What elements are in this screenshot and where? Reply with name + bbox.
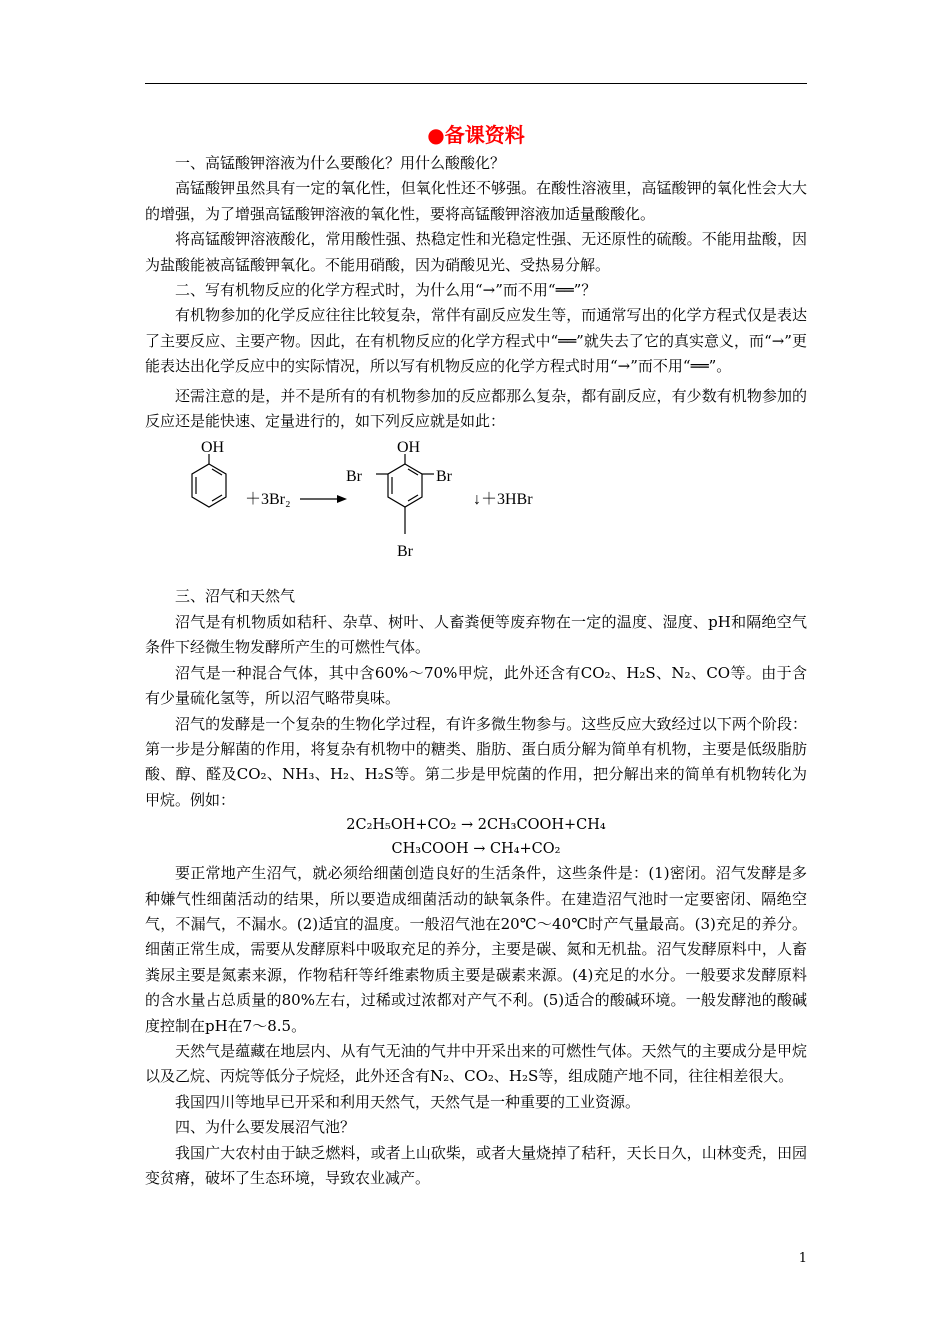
section-3-paragraph-1: 沼气是有机物质如秸秆、杂草、树叶、人畜粪便等废弃物在一定的温度、湿度、pH和隔绝空气条件下经微生物发酵所产生的可燃性气体。 [145,612,807,657]
reaction-arrowhead [337,495,347,503]
section-1-heading: 一、高锰酸钾溶液为什么要酸化？用什么酸酸化？ [175,154,506,172]
tribromophenol-structure [376,454,434,534]
document-body [145,121,807,1191]
page-number: 1 [798,1251,807,1266]
section-1-paragraph-1: 高锰酸钾虽然具有一定的氧化性，但氧化性还不够强。在酸性溶液里，高锰酸钾的氧化性会大大的增强，为了增强高锰酸钾溶液的氧化性，要将高锰酸钾溶液加适量酸酸化。 [145,179,807,223]
br-bottom-label: Br [397,543,413,561]
equation-1: 2C₂H₅OH+CO₂ → 2CH₃COOH+CH₄ [346,817,606,834]
section-3-paragraph-6: 我国四川等地早已开采和利用天然气，天然气是一种重要的工业资源。 [175,1092,641,1111]
reaction-diagram [165,434,625,584]
product-oh-label: OH [397,439,421,457]
section-2-paragraph-1: 有机物参加的化学反应往往比较复杂，常伴有副反应发生等，而通常写出的化学方程式仅是表达了主要反应、主要产物。因此，在有机物反应的化学方程式中“══”就失去了它的真实意义，而“→”更能表达出化学反应中的实际情况，所以写有机物反应的化学方程式时用“→”而不用“══”。 [145,306,807,376]
reagent-label: ＋3Br₂ [245,491,291,509]
section-3-heading: 三、沼气和天然气 [175,587,296,606]
section-3-paragraph-4: 要正常地产生沼气，就必须给细菌创造良好的生活条件，这些条件是：(1)密闭。沼气发酵是多种嫌气性细菌活动的结果，所以要造成细菌活动的缺氧条件。在建造沼气池时一定要密闭、隔绝空气，不漏气，不漏水。(2)适宜的温度。一般沼气池在20℃～40℃时产气量最高。(3)充足的养分。细菌正常生成，需要从发酵原料中吸取充足的养分，主要是碳、氮和无机盐。沼气发酵原料中，人畜粪尿主要是氮素来源，作物秸秆等纤维素物质主要是碳素来源。(4)充足的水分。一般要求发酵原料的含水量占总质量的80%左右，过稀或过浓都对产气不利。(5)适合的酸碱环境。一般发酵池的酸碱度控制在pH在7～8.5。 [145,864,807,1035]
section-3-paragraph-3: 沼气的发酵是一个复杂的生物化学过程，有许多微生物参与。这些反应大致经过以下两个阶段：第一步是分解菌的作用，将复杂有机物中的糖类、脂肪、蛋白质分解为简单有机物，主要是低级脂肪酸、醇、醛及CO₂、NH₃、H₂、H₂S等。第二步是甲烷菌的作用，把分解出来的简单有机物转化为甲烷。例如： [145,714,807,809]
product-label: ↓＋3HBr [473,491,533,509]
section-1-paragraph-2: 将高锰酸钾溶液酸化，常用酸性强、热稳定性和光稳定性强、无还原性的硫酸。不能用盐酸，因为盐酸能被高锰酸钾氧化。不能用硝酸，因为硝酸见光、受热易分解。 [145,230,807,274]
section-4-heading: 四、为什么要发展沼气池？ [175,1118,356,1137]
phenol-structure [192,454,226,507]
bromination-reaction-figure [145,434,807,584]
equation-2: CH₃COOH → CH₄+CO₂ [391,841,561,858]
section-4-paragraph-1: 我国广大农村由于缺乏燃料，或者上山砍柴，或者大量烧掉了秸秆，天长日久，山林变秃，田园变贫瘠，破坏了生态环境，导致农业减产。 [145,1143,807,1187]
section-2-paragraph-2: 还需注意的是，并不是所有的有机物参加的反应都那么复杂，都有副反应，有少数有机物参加的反应还是能快速、定量进行的，如下列反应就是如此： [145,386,807,431]
header-rule [145,83,807,84]
document-title: ●备课资料 [427,123,525,147]
br-right-label: Br [436,468,452,486]
section-3-paragraph-2: 沼气是一种混合气体，其中含60%～70%甲烷，此外还含有CO₂、H₂S、N₂、CO等。由于含有少量硫化氢等，所以沼气略带臭味。 [145,663,807,708]
br-left-label: Br [346,468,362,486]
section-2-heading: 二、写有机物反应的化学方程式时，为什么用“→”而不用“══”？ [175,281,597,300]
section-3-paragraph-5: 天然气是蕴藏在地层内、从有气无油的气井中开采出来的可燃性气体。天然气的主要成分是甲烷以及乙烷、丙烷等低分子烷烃，此外还含有N₂、CO₂、H₂S等，组成随产地不同，往往相差很大。 [145,1041,807,1086]
phenol-oh-label: OH [201,439,225,457]
